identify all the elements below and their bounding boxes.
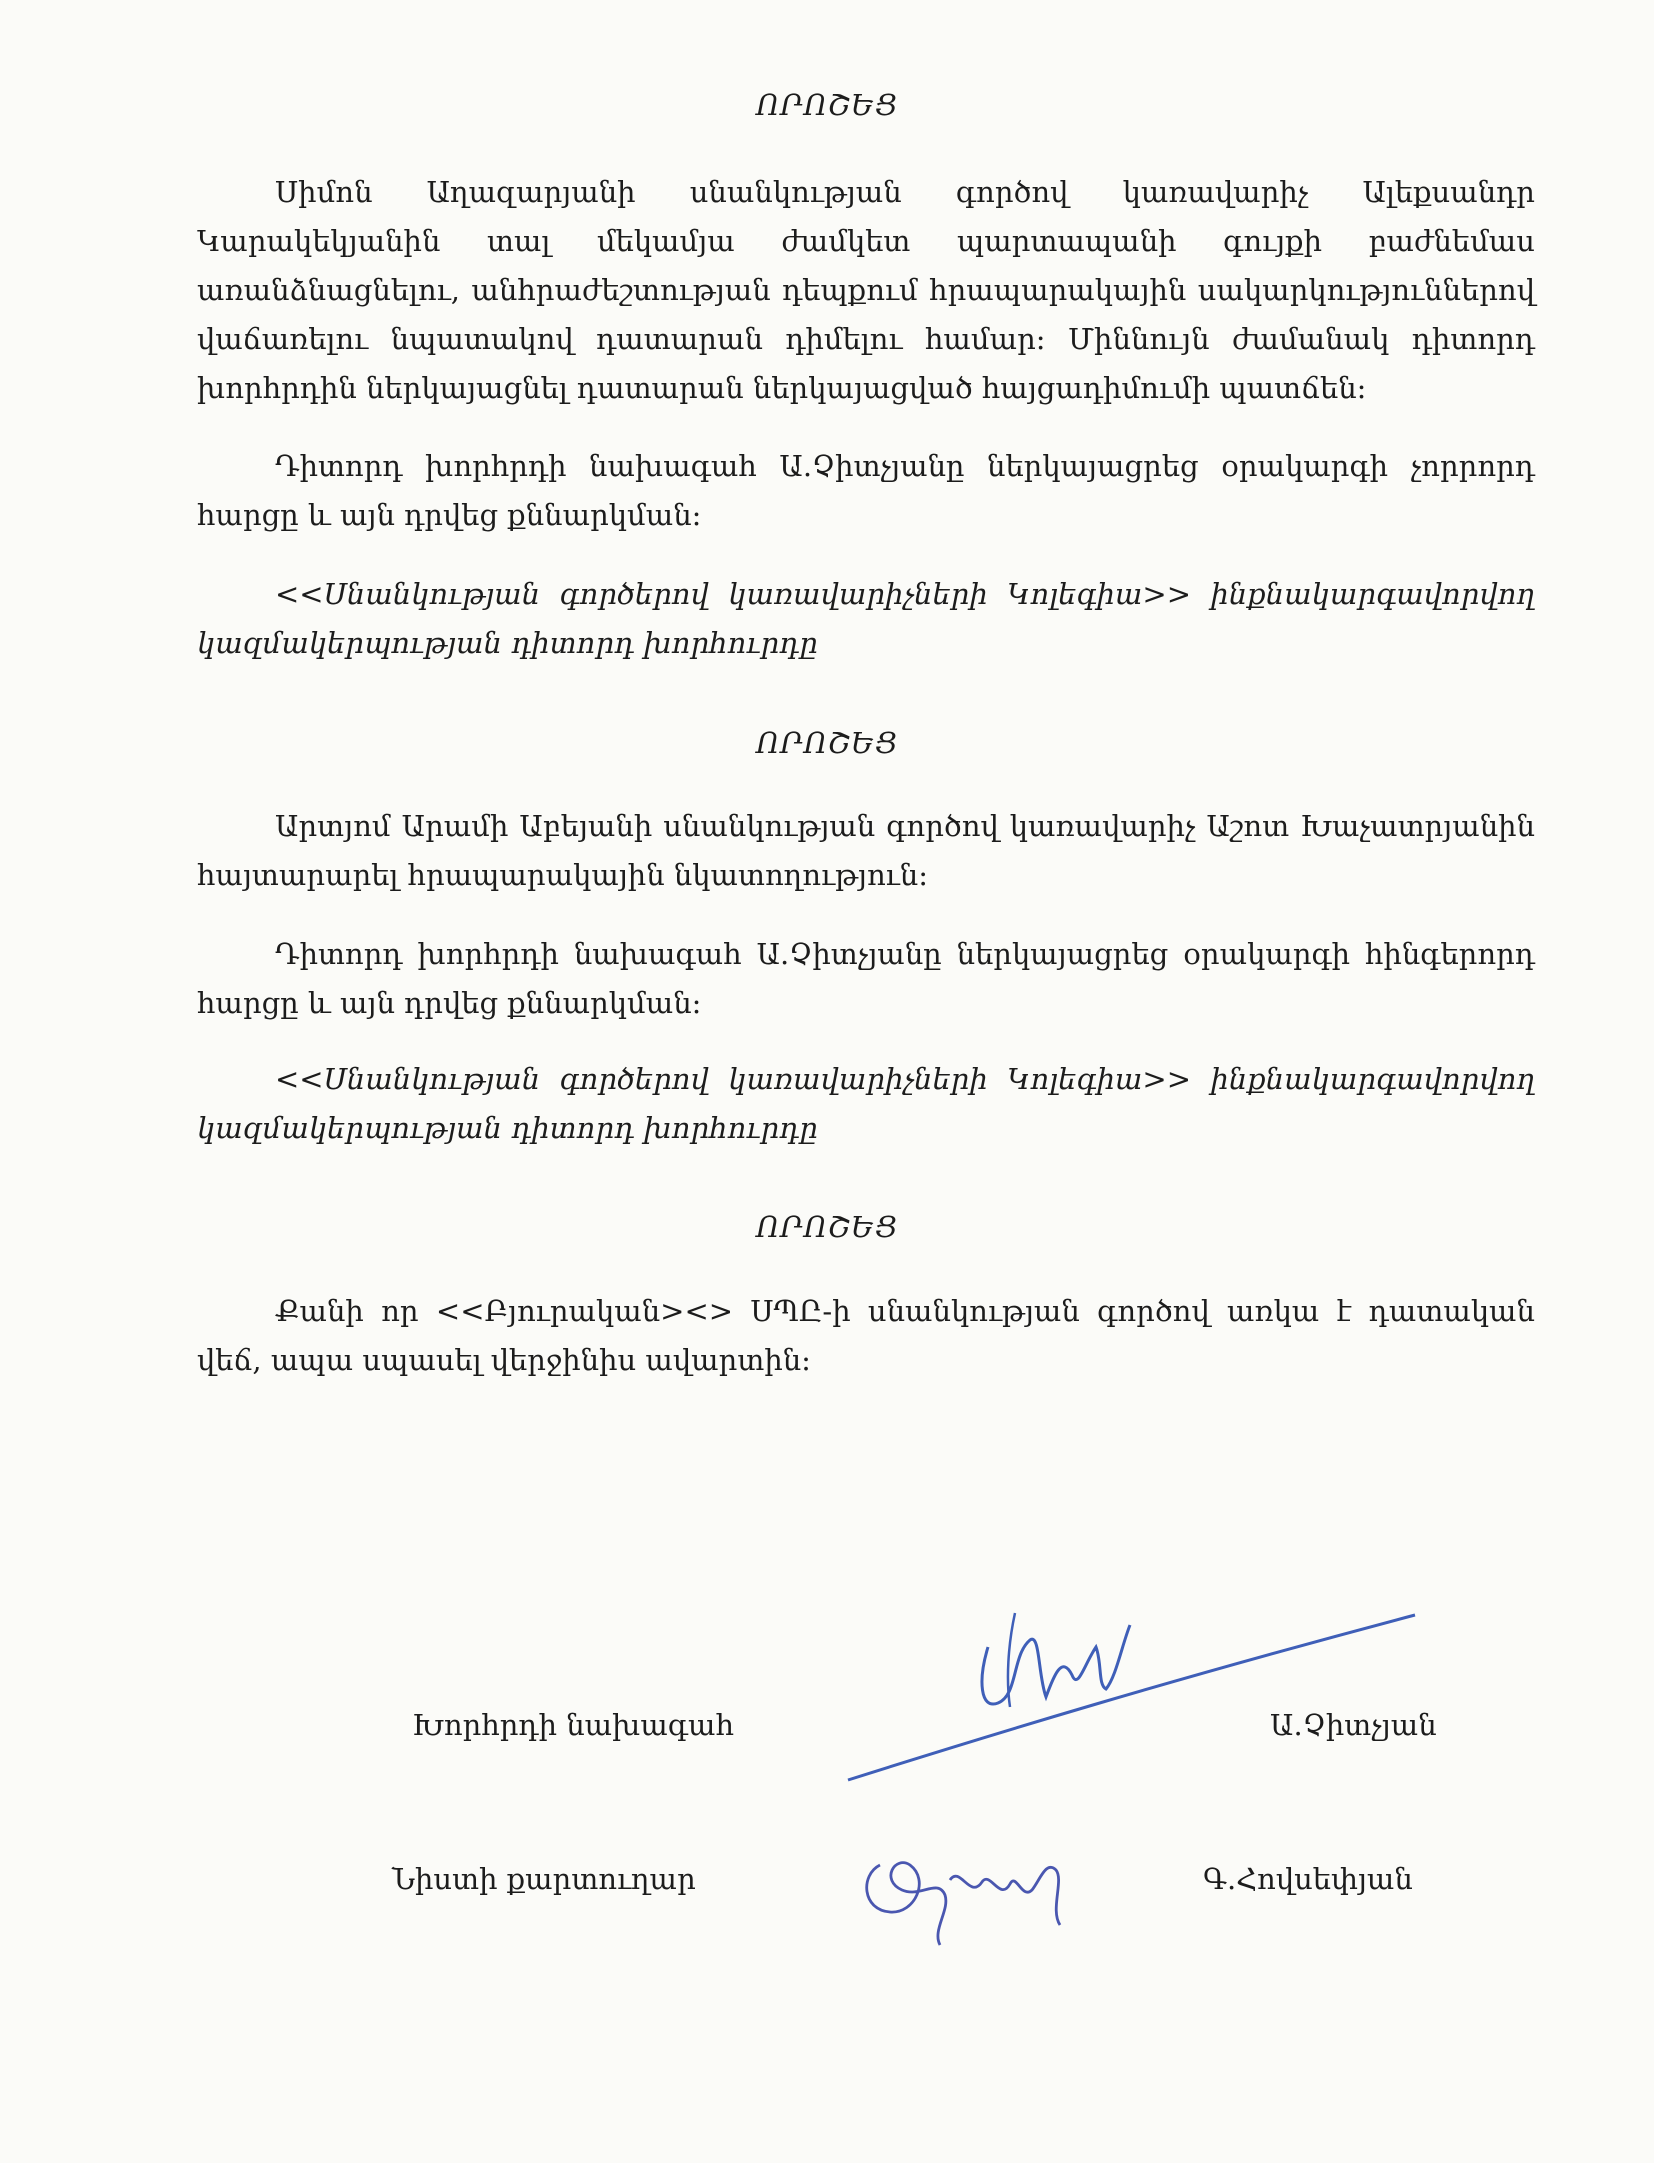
decision-text-3 [197, 1287, 1535, 1385]
chairman-name: Ա.Չիտչյան [1270, 1708, 1437, 1742]
decision-heading-3: ՈՐՈՇԵՑ [756, 1210, 898, 1244]
secretary-name: Գ.Հովսեփյան [1203, 1862, 1413, 1896]
chairman-signature [840, 1585, 1420, 1785]
decision-text-1-body: Սիմոն Աղազարյանի սնանկության գործով կառավարիչ Ալեքսանդր Կարակեկյանին տալ մեկամյա ժամկետ պարտապանի գույքի բաժնեմաս առանձնացնելու, անհրաժեշտության դեպքում հրապարակային սակարկություններով վաճառելու նպատակով դատարան դիմելու համար: Միննույն ժամանակ դիտորդ խորհրդին ներկայացնել դատարան ներկայացված հայցադիմումի պատճեն: [197, 175, 1535, 405]
decision-text-2 [197, 802, 1535, 900]
decision-heading-2: ՈՐՈՇԵՑ [756, 726, 898, 760]
council-subject-2 [197, 1055, 1535, 1153]
decision-heading-1: ՈՐՈՇԵՑ [756, 88, 898, 122]
agenda-item-4 [197, 442, 1535, 540]
council-subject-1 [197, 570, 1535, 668]
chairman-role-label: Խորհրդի նախագահ [412, 1708, 735, 1742]
agenda-item-4-body: Դիտորդ խորհրդի նախագահ Ա.Չիտչյանը ներկայացրեց օրակարգի չորրորդ հարցը և այն դրվեց քննարկման: [197, 449, 1535, 532]
council-subject-1-body: <<Սնանկության գործերով կառավարիչների Կոլեգիա>> ինքնակարգավորվող կազմակերպության դիտորդ խորհուրդը [197, 577, 1535, 660]
council-subject-2-body: <<Սնանկության գործերով կառավարիչների Կոլեգիա>> ինքնակարգավորվող կազմակերպության դիտորդ խորհուրդը [197, 1062, 1535, 1145]
decision-text-2-body: Արտյոմ Արամի Աբեյանի սնանկության գործով կառավարիչ Աշոտ Խաչատրյանին հայտարարել հրապարակային նկատողություն: [197, 809, 1535, 892]
decision-text-1 [197, 168, 1535, 413]
decision-text-3-body: Քանի որ <<Բյուրական><> ՍՊԸ-ի սնանկության գործով առկա է դատական վեճ, ապա սպասել վերջինիս ավարտին: [197, 1294, 1535, 1377]
agenda-item-5 [197, 930, 1535, 1028]
secretary-signature [850, 1820, 1080, 1960]
secretary-role-label: Նիստի քարտուղար [392, 1862, 696, 1896]
agenda-item-5-body: Դիտորդ խորհրդի նախագահ Ա.Չիտչյանը ներկայացրեց օրակարգի հինգերորդ հարցը և այն դրվեց քննարկման: [197, 937, 1535, 1020]
